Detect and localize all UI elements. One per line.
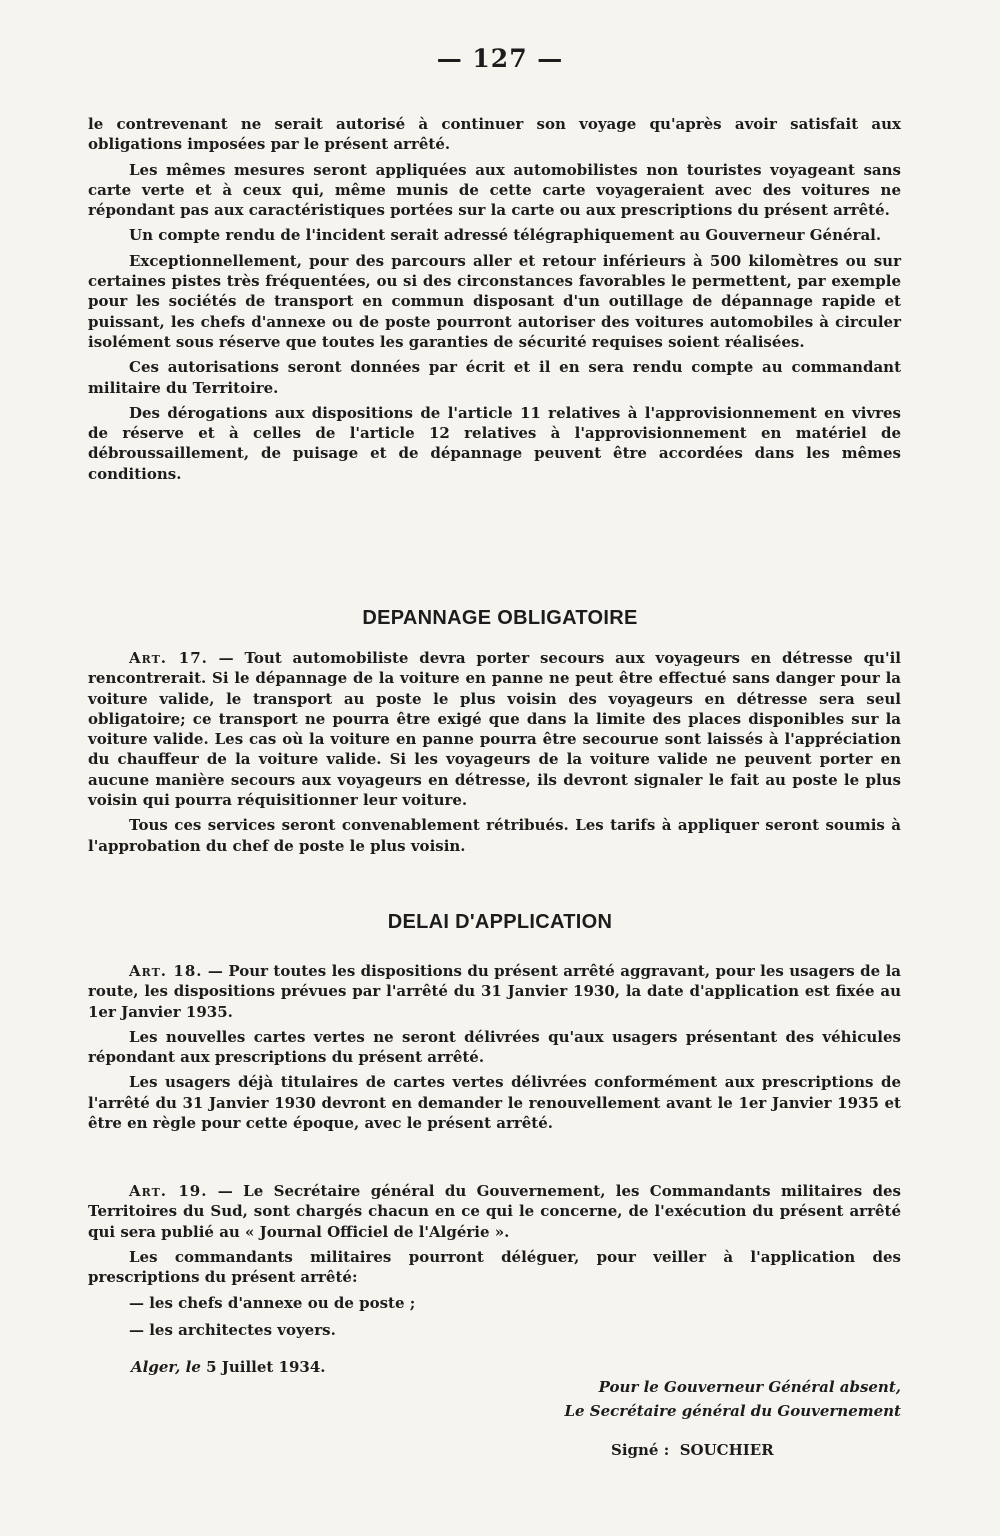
- article-paragraph: [88, 961, 901, 1022]
- article-text: — Tout automobiliste devra porter secours aux voyageurs en détresse qu'il rencontrerait. Si le dépannage de la voiture en panne ne peut être effectué sans danger pour la voiture valide, le transport au poste le plus voisin des voyageurs en détresse sera seul obligatoire; ce transport ne pourra être exigé que dans la limite des places disponibles sur la voiture valide. Les cas où la voiture en panne pourra être secourue sont laissés à l'appréciation du chauffeur de la voiture valide. Si les voyageurs de la voiture valide ne peuvent porter en aucune manière secours aux voyageurs en détresse, ils devront signaler le fait au poste le plus voisin qui pourra réquisitionner leur voiture.: [88, 649, 901, 810]
- paragraph: Des dérogations aux dispositions de l'article 11 relatives à l'approvisionnement en vivres de réserve et à celles de l'article 12 relatives à l'approvisionnement en matériel de débroussaillement, de puisage et de dépannage peuvent être accordées dans les mêmes conditions.: [88, 403, 901, 483]
- signed-by: [611, 1441, 774, 1459]
- article-text: — Pour toutes les dispositions du présent arrêté aggravant, pour les usagers de la route, les dispositions prévues par l'arrêté du 31 Janvier 1930, la date d'application est fixée au 1er Janvier 1935.: [88, 962, 901, 1021]
- article-label: Art. 19.: [129, 1182, 208, 1200]
- paragraph: Les commandants militaires pourront déléguer, pour veiller à l'application des prescriptions du présent arrêté:: [88, 1247, 901, 1287]
- paragraph: Les usagers déjà titulaires de cartes vertes délivrées conformément aux prescriptions de l'arrêté du 31 Janvier 1930 devront en demander le renouvellement avant le 1er Janvier 1935 et être en règle pour cette époque, avec le présent arrêté.: [88, 1073, 901, 1133]
- article-text: — Le Secrétaire général du Gouvernement, les Commandants militaires des Territoires du Sud, sont chargés chacun en ce qui le concerne, de l'exécution du présent arrêté qui sera publié au « Journal Officiel de l'Algérie ».: [88, 1182, 901, 1241]
- page-number: — 127 —: [436, 44, 564, 73]
- place: Alger,: [131, 1358, 181, 1376]
- paragraph: Exceptionnellement, pour des parcours aller et retour inférieurs à 500 kilomètres ou sur certaines pistes très fréquentées, ou si des circonstances favorables le permettent, par exemple pour les sociétés de transport en commun disposant d'un outillage de dépannage rapide et puissant, les chefs d'annexe ou de poste pourront autoriser des voitures automobiles à circuler isolément sous réserve que toutes les garanties de sécurité requises soient réalisées.: [88, 251, 901, 351]
- signed-label: Signé :: [611, 1441, 670, 1459]
- list-item: — les architectes voyers.: [129, 1320, 336, 1339]
- article-paragraph: [88, 1181, 901, 1242]
- date: 5 Juillet 1934.: [206, 1358, 326, 1376]
- paragraph: Les mêmes mesures seront appliquées aux automobilistes non touristes voyageant sans carte verte et à ceux qui, même munis de cette carte voyageraient avec des voitures ne répondant pas aux caractéristiques portées sur la carte ou aux prescriptions du présent arrêté.: [88, 160, 901, 220]
- article-label: Art. 18.: [129, 962, 203, 980]
- paragraph: Tous ces services seront convenablement rétribués. Les tarifs à appliquer seront soumis à l'approbation du chef de poste le plus voisin.: [88, 816, 901, 855]
- article-17: [88, 648, 901, 856]
- paragraph: le contrevenant ne serait autorisé à continuer son voyage qu'après avoir satisfait aux obligations imposées par le présent arrêté.: [88, 115, 901, 154]
- article-19: [88, 1181, 901, 1340]
- paragraph: Un compte rendu de l'incident serait adressé télégraphiquement au Gouverneur Général.: [129, 226, 882, 245]
- article-paragraph: [88, 648, 901, 810]
- list-item: — les chefs d'annexe ou de poste ;: [129, 1294, 416, 1313]
- section-heading: DELAI D'APPLICATION: [387, 911, 613, 933]
- article-18: [88, 961, 901, 1133]
- place-date: [131, 1358, 326, 1376]
- paragraph: Ces autorisations seront données par écrit et il en sera rendu compte au commandant militaire du Territoire.: [88, 358, 901, 397]
- signature-line-1: Pour le Gouverneur Général absent,: [598, 1378, 901, 1396]
- paragraph: Les nouvelles cartes vertes ne seront délivrées qu'aux usagers présentant des véhicules répondant aux prescriptions du présent arrêté.: [88, 1027, 901, 1067]
- date-prefix: le: [180, 1358, 207, 1376]
- signed-name: SOUCHIER: [679, 1441, 774, 1459]
- intro-section: [88, 114, 901, 484]
- signature-line-2: Le Secrétaire général du Gouvernement: [564, 1402, 901, 1420]
- section-heading: DEPANNAGE OBLIGATOIRE: [362, 607, 638, 629]
- article-label: Art. 17.: [129, 649, 208, 667]
